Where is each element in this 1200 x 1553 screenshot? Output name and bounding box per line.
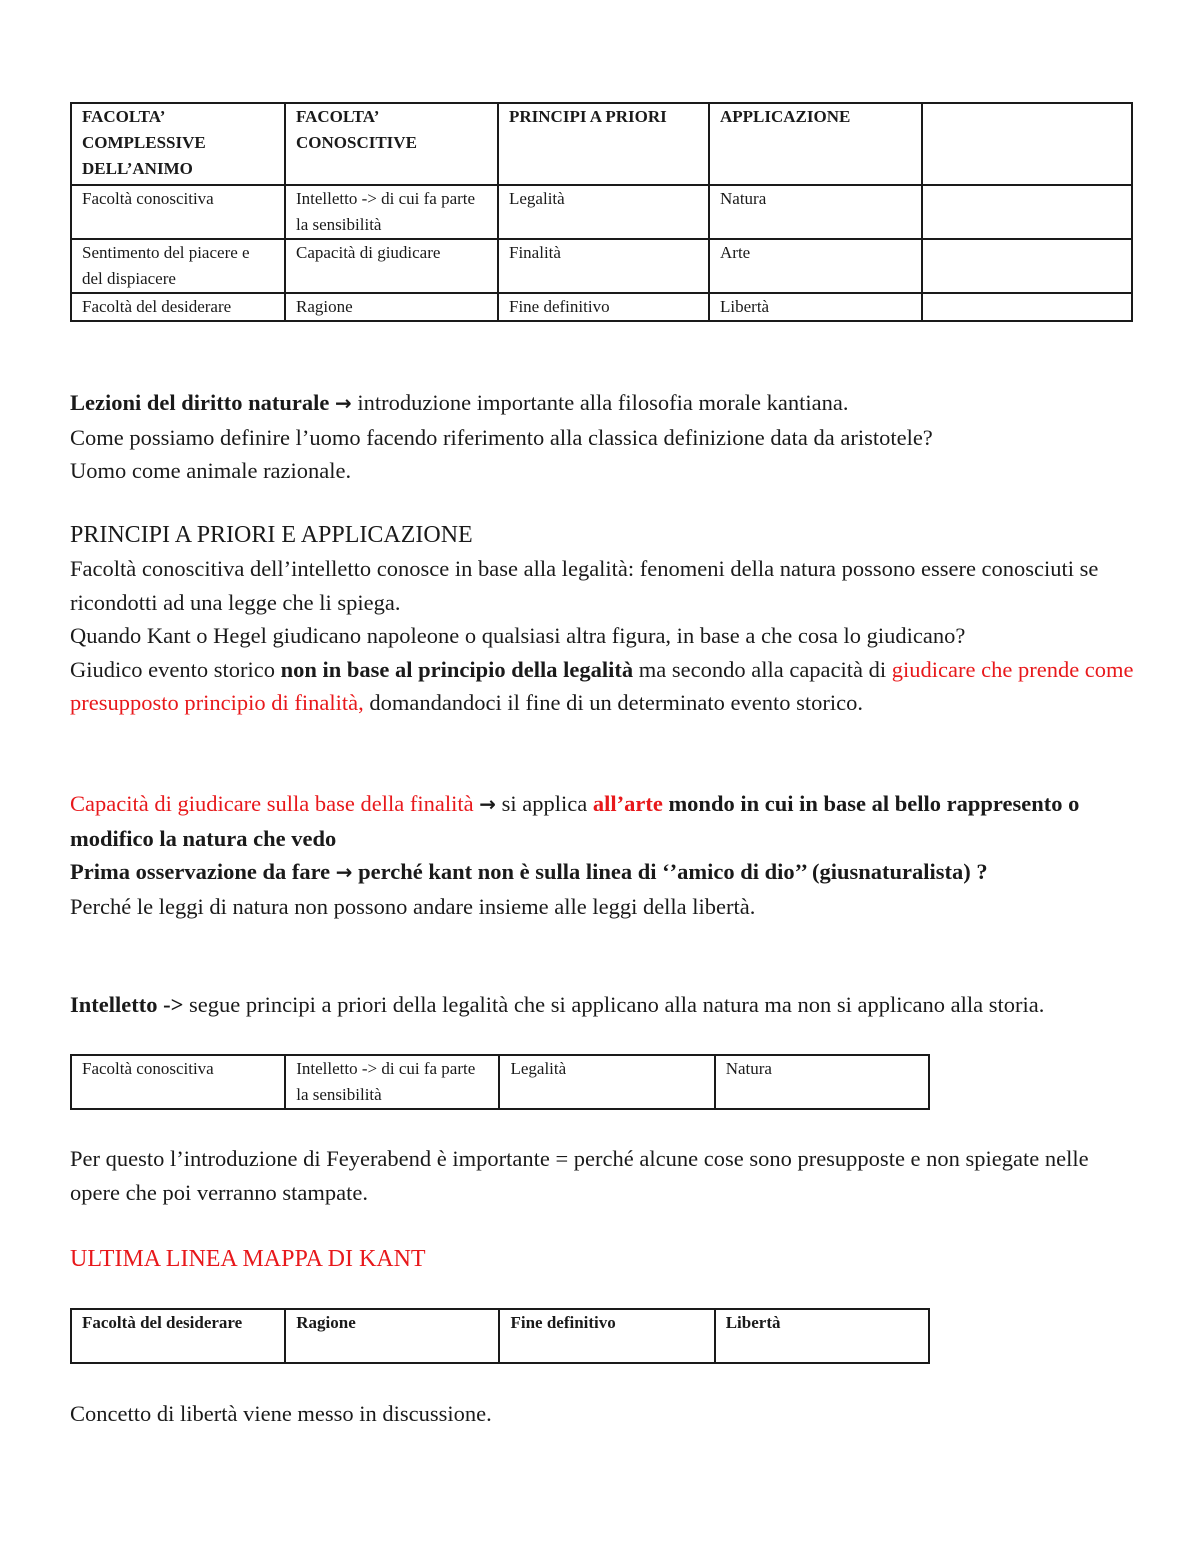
paragraph-text: Per questo l’introduzione di Feyerabend è importante = perché alcune cose sono presupposte e non spiegate nelle opere che poi verranno stampate. — [70, 1146, 1089, 1205]
paragraph-text — [70, 855, 1140, 890]
table-cell: Fine definitivo — [498, 293, 709, 321]
table-cell — [922, 185, 1132, 239]
bold-red-phrase: all’arte — [592, 791, 663, 816]
table-row — [71, 239, 1132, 293]
bold-phrase: perché kant non è sulla linea di ‘’amico di dio’’ (giusnaturalista) ? — [352, 859, 988, 884]
table-header-cell: PRINCIPI A PRIORI — [498, 103, 709, 185]
table-row — [71, 293, 1132, 321]
text-span: Giudico evento storico — [70, 656, 281, 682]
table-header-cell: FACOLTA’ CONOSCITIVE — [285, 103, 498, 185]
intro-line: Come possiamo definire l’uomo facendo riferimento alla classica definizione data da aristotele? — [70, 424, 933, 450]
paragraph-text: Facoltà conoscitiva dell’intelletto conosce in base alla legalità: fenomeni della natura possono essere conosciuti se ricondotti ad una legge che li spiega. — [70, 556, 1099, 615]
arrow-right-icon: → — [334, 391, 352, 415]
table-cell: Libertà — [715, 1309, 929, 1363]
faculties-table — [70, 102, 1133, 322]
intro-line — [70, 386, 1140, 421]
table-cell: Legalità — [498, 185, 709, 239]
table-cell: Facoltà del desiderare — [71, 293, 285, 321]
paragraph-text — [70, 988, 1140, 1022]
desire-faculty-table — [70, 1308, 930, 1364]
bold-phrase: Intelletto -> — [70, 992, 184, 1017]
intro-line: Uomo come animale razionale. — [70, 458, 352, 483]
table-cell: Ragione — [285, 1309, 499, 1363]
text-span: introduzione importante alla filosofia morale kantiana. — [351, 390, 849, 415]
bold-phrase: non in base al principio della legalità — [280, 656, 634, 682]
paragraph-text: Quando Kant o Hegel giudicano napoleone o qualsiasi altra figura, in base a che cosa lo giudicano? — [70, 623, 966, 648]
table-cell: Intelletto -> di cui fa parte la sensibilità — [285, 185, 498, 239]
principles-paragraph — [70, 552, 1140, 720]
table-cell: Capacità di giudicare — [285, 239, 498, 293]
bold-phrase: Lezioni del diritto naturale — [70, 390, 330, 415]
table-row — [71, 1309, 929, 1363]
text-span: segue principi a priori della legalità che si applicano alla natura ma non si applicano alla storia. — [183, 992, 1045, 1017]
table-row — [71, 1055, 929, 1109]
text-span: domandandoci il fine di un determinato evento storico. — [363, 690, 863, 715]
table-cell: Legalità — [499, 1055, 714, 1109]
table-cell: Fine definitivo — [499, 1309, 714, 1363]
paragraph-text — [70, 653, 1140, 720]
table-cell: Natura — [715, 1055, 929, 1109]
paragraph-text: Concetto di libertà viene messo in discussione. — [70, 1401, 492, 1426]
paragraph-text — [70, 787, 1140, 855]
table-cell: Arte — [709, 239, 922, 293]
bold-phrase: mondo in cui in base al bello rappresento o modifico la natura che vedo — [70, 791, 1080, 851]
section-heading: PRINCIPI A PRIORI E APPLICAZIONE — [70, 522, 473, 548]
table-cell: Finalità — [498, 239, 709, 293]
red-phrase: Capacità di giudicare sulla base della finalità — [70, 791, 474, 816]
table-cell: Libertà — [709, 293, 922, 321]
section-heading-red: ULTIMA LINEA MAPPA DI KANT — [70, 1246, 426, 1272]
table-cell: Natura — [709, 185, 922, 239]
table-cell: Facoltà del desiderare — [71, 1309, 285, 1363]
intro-paragraph — [70, 386, 1140, 488]
table-cell: Sentimento del piacere e del dispiacere — [71, 239, 285, 293]
arrow-right-icon: → — [335, 860, 353, 884]
art-paragraph — [70, 787, 1140, 923]
feyerabend-paragraph — [70, 1142, 1140, 1209]
paragraph-text: Perché le leggi di natura non possono andare insieme alle leggi della libertà. — [70, 893, 756, 919]
table-cell — [922, 293, 1132, 321]
bold-phrase: Prima osservazione da fare — [70, 859, 331, 884]
table-header-cell — [922, 103, 1132, 185]
intellect-paragraph — [70, 988, 1140, 1022]
table-header-row — [71, 103, 1132, 185]
text-span: si applica — [495, 791, 593, 816]
text-span: ma secondo alla capacità di — [633, 656, 892, 682]
red-phrase: giudicare che prende come presupposto principio di finalità, — [70, 656, 1134, 715]
table-header-cell: FACOLTA’ COMPLESSIVE DELL’ANIMO — [71, 103, 285, 185]
table-cell: Intelletto -> di cui fa parte la sensibilità — [285, 1055, 499, 1109]
table-cell: Ragione — [285, 293, 498, 321]
table-cell: Facoltà conoscitiva — [71, 1055, 285, 1109]
table-cell: Facoltà conoscitiva — [71, 185, 285, 239]
freedom-paragraph — [70, 1397, 1140, 1431]
cognitive-faculty-table — [70, 1054, 930, 1110]
arrow-right-icon: → — [479, 792, 496, 816]
table-header-cell: APPLICAZIONE — [709, 103, 922, 185]
table-cell — [922, 239, 1132, 293]
table-row — [71, 185, 1132, 239]
